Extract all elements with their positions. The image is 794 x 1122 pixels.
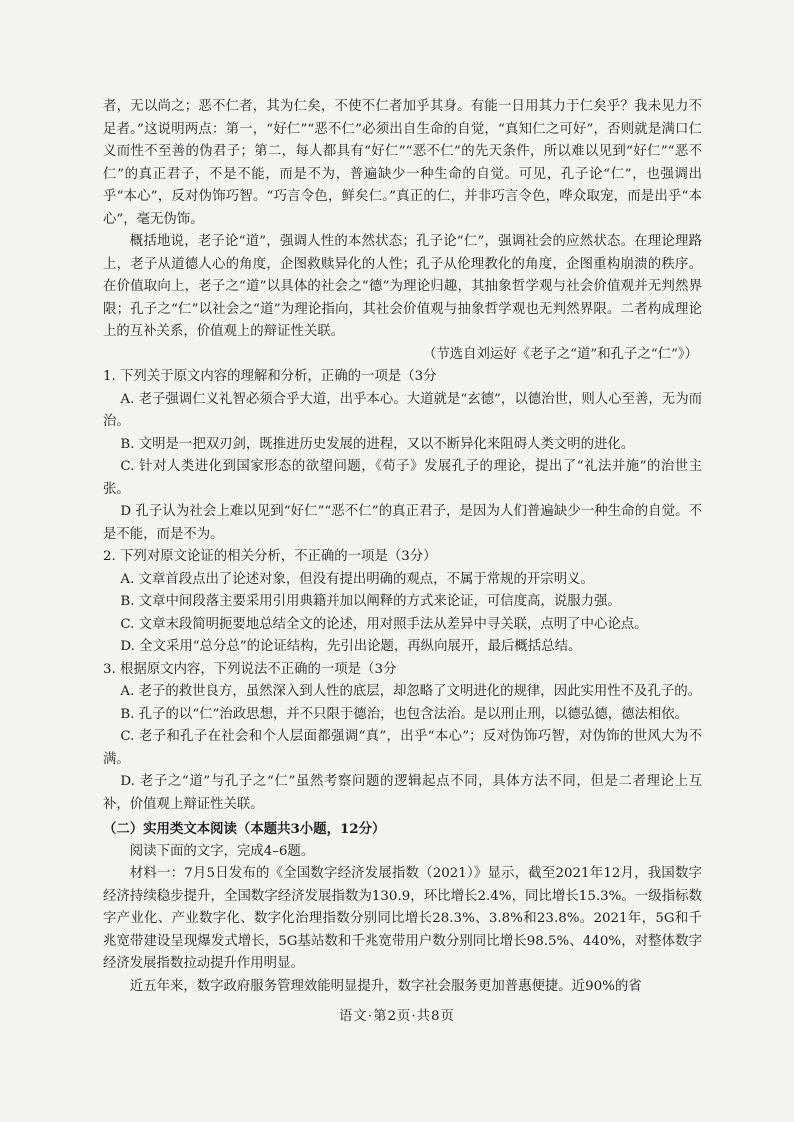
- section-instruction: 阅读下面的文字，完成4–6题。: [129, 843, 315, 859]
- passage-paragraph: 者，无以尚之；恶不仁者，其为仁矣，不使不仁者加乎其身。有能一日用其力于仁矣乎？我未见力不足者。”这说明两点：第一，“好仁”“恶不仁”必须出自生命的自觉，“真知仁之可好”，否则就是满口仁义而性不至善的伪君子；第二，每人都具有“好仁”“恶不仁”的先天条件，所以难以见到“好仁”“恶不仁”的真正君子，不是不能，而是不为，普遍缺少一种生命的自觉。可见，孔子论“仁”，也强调出乎“本心”，反对伪饰巧智。“巧言令色，鲜矣仁。”真正的仁，并非巧言令色，哗众取宠，而是出乎“本心”，毫无伪饰。: [103, 99, 702, 227]
- question-2: [103, 546, 702, 659]
- material-paragraph: 近五年来，数字政府服务管理效能明显提升，数字社会服务更加普惠便捷。近90%的省: [129, 978, 642, 994]
- page-footer: 语文·第2页·共8页: [339, 1009, 455, 1024]
- source-note: （节选自刘运好《老子之“道”和孔子之“仁”》）: [422, 346, 698, 362]
- material-paragraph: 材料一：7月5日发布的《全国数字经济发展指数（2021）》显示，截至2021年12月，我国数字经济持续稳步提升，全国数字经济发展指数为130.9，环比增长2.4%，同比增长15.3%。一级指标数字产业化、产业数字化、数字化治理指数分别同比增长28.3%、3.8%和23.8%。2021年，5G和千兆宽带建设呈现爆发式增长，5G基站数和千兆宽带用户数分别同比增长98.5%、440%，对整体数字经济发展指数拉动提升作用明显。: [103, 866, 702, 971]
- section-title: （二）实用类文本阅读（本题共3小题，12分）: [103, 821, 386, 837]
- question-stem: 1. 下列关于原文内容的理解和分析，正确的一项是（3分: [103, 369, 437, 384]
- question-stem: 2. 下列对原文论证的相关分析，不正确的一项是（3分）: [103, 549, 437, 564]
- option-b: B. 文章中间段落主要采用引用典籍并加以阐释的方式来论证，可信度高，说服力强。: [120, 594, 621, 609]
- option-d: D 孔子认为社会上难以见到“好仁”“恶不仁”的真正君子，是因为人们普遍缺少一种生命的自觉。不是不能，而是不为。: [103, 504, 702, 542]
- option-d: D. 老子之“道”与孔子之“仁”虽然考察问题的逻辑起点不同，具体方法不同，但是二者理论上互补，价值观上辩证性关联。: [103, 774, 702, 812]
- question-stem: 3. 根据原文内容，下列说法不正确的一项是（3分: [103, 661, 397, 677]
- option-b: B. 孔子的以“仁”治政思想，并不只限于德治，也包含法治。是以刑止刑，以德弘德，德法相依。: [120, 706, 689, 722]
- option-a: A. 老子强调仁义礼智必须合乎大道，出乎本心。大道就是“玄德”，以德治世，则人心至善，无为而治。: [103, 391, 702, 429]
- option-c: C. 老子和孔子在社会和个人层面都强调“真”，出乎“本心”；反对伪饰巧智，对伪饰的世风大为不满。: [103, 729, 702, 767]
- option-b: B. 文明是一把双刃剑，既推进历史发展的进程，又以不断异化来阻碍人类文明的进化。: [120, 436, 635, 452]
- option-a: A. 老子的救世良方，虽然深入到人性的底层，却忽略了文明进化的规律，因此实用性不及孔子的。: [120, 684, 701, 699]
- question-3: [103, 659, 702, 817]
- passage-paragraph: 概括地说，老子论“道”，强调人性的本然状态；孔子论“仁”，强调社会的应然状态。在理论理路上，老子从道德人心的角度，企图救赎异化的人性；孔子从伦理教化的角度，企图重构崩溃的秩序。在价值取向上，老子之“道”以具体的社会之“德”为理论归趣，其抽象哲学观与社会价值观并无判然界限；孔子之“仁”以社会之“道”为理论指向，其社会价值观与抽象哲学观也无判然界限。二者构成理论上的互补关系，价值观上的辩证性关联。: [103, 234, 702, 339]
- option-c: C. 文章末段简明扼要地总结全文的论述，用对照手法从差异中寻关联，点明了中心论点。: [120, 616, 648, 632]
- question-1: [103, 366, 702, 546]
- option-d: D. 全文采用“总分总”的论证结构，先引出论题，再纵向展开，最后概括总结。: [120, 639, 582, 654]
- option-a: A. 文章首段点出了论述对象，但没有提出明确的观点，不属于常规的开宗明义。: [120, 571, 594, 587]
- option-c: C. 针对人类进化到国家形态的欲望问题，《荀子》发展孔子的理论，提出了“礼法并施”的治世主张。: [103, 459, 702, 497]
